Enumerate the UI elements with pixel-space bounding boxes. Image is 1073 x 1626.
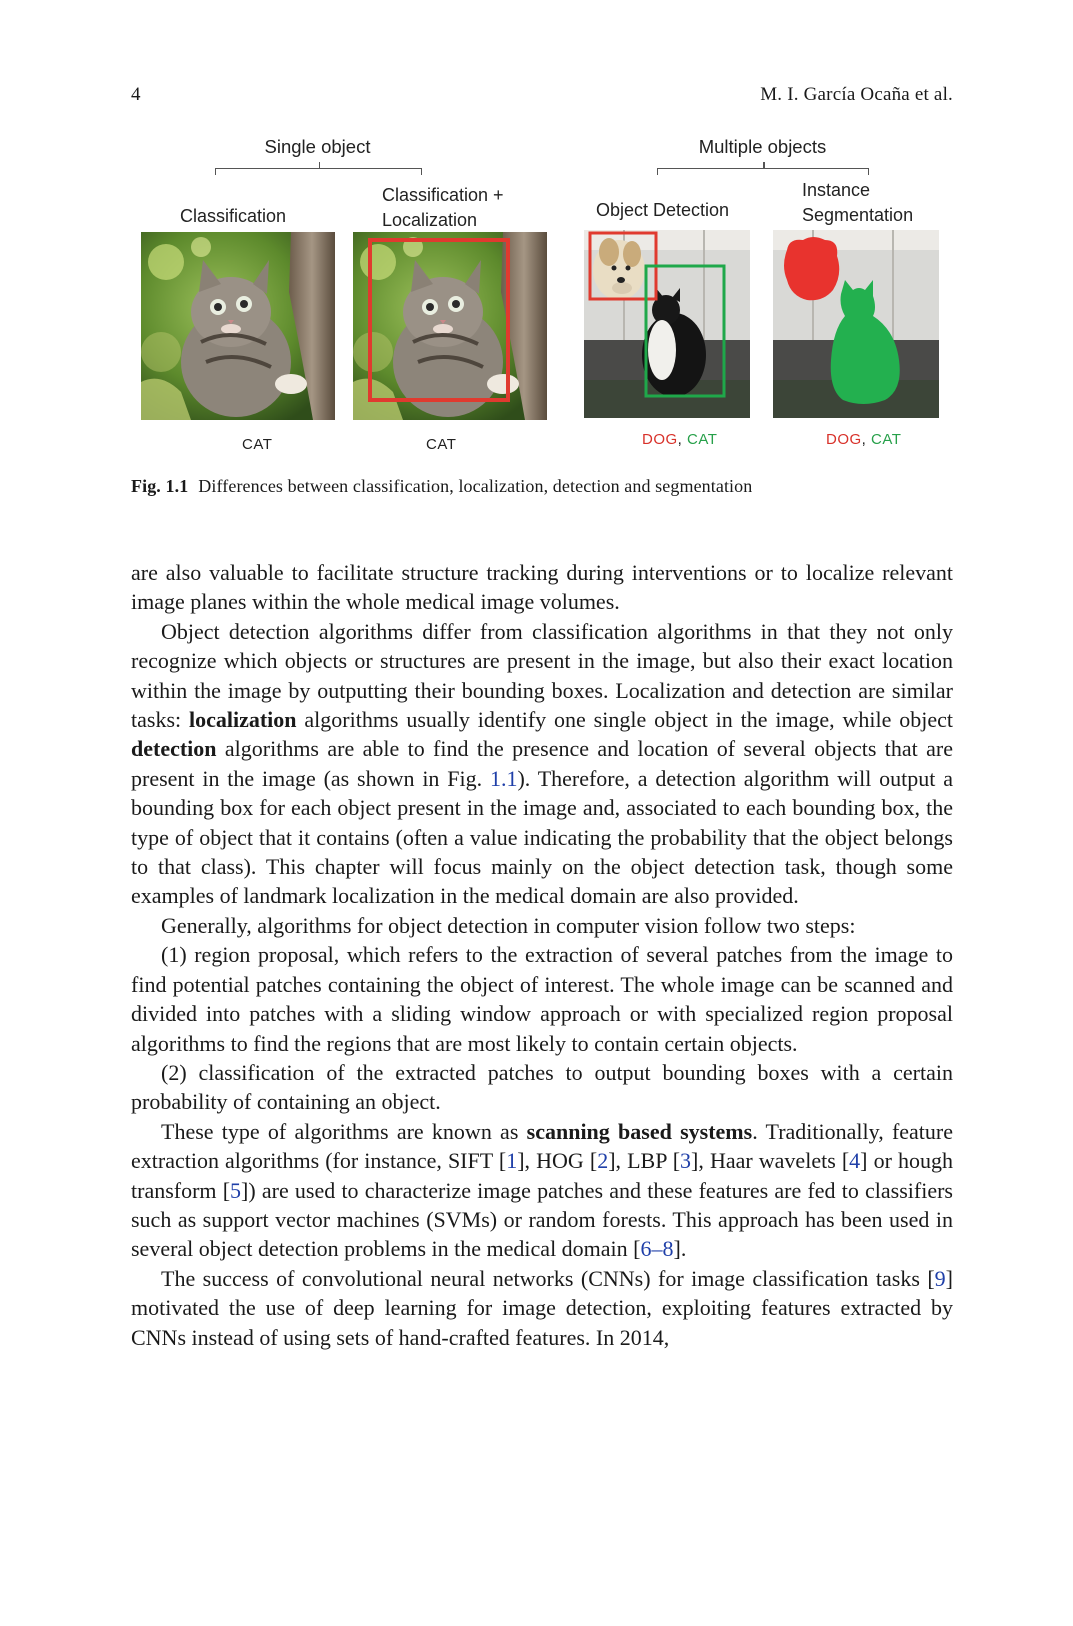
class-label-sep-2: ,: [861, 431, 872, 448]
ref-1[interactable]: 1: [506, 1148, 518, 1174]
cat-image-1: [141, 232, 335, 420]
group-label-single: Single object: [264, 136, 371, 157]
col-label-instance-line1: Instance: [802, 180, 871, 200]
class-label-dog-cat-2: [826, 431, 901, 448]
p6-text-a: These type of algorithms are known as: [161, 1118, 527, 1144]
figure-caption: [131, 476, 752, 497]
col-label-instance-line2: Segmentation: [802, 205, 914, 225]
paragraph-2: [131, 617, 953, 911]
col-label-detection: Object Detection: [596, 200, 730, 220]
col-label-classification: Classification: [180, 206, 287, 226]
p7-text-b: ] motivated the use of deep learning for image detection, exploiting features extracted by CNNs instead of using sets of hand-crafted features. In 2014,: [131, 1265, 953, 1350]
class-label-cat-4: CAT: [871, 431, 902, 448]
p2-bold-localization: localization: [188, 707, 297, 733]
class-label-cat-1: CAT: [242, 436, 273, 453]
ref-2[interactable]: 2: [597, 1148, 609, 1174]
class-label-dog-2: DOG: [826, 431, 862, 448]
p6-text-f: ], Haar wavelets [: [691, 1148, 850, 1174]
paragraph-7: [131, 1264, 953, 1352]
col-label-classloc-line2: Localization: [382, 210, 478, 230]
class-label-sep: ,: [677, 431, 688, 448]
panel-instance-image: [773, 230, 939, 418]
class-label-dog-cat-1: [642, 431, 717, 448]
running-head: M. I. García Ocaña et al.: [760, 84, 953, 105]
p6-text-d: ], HOG [: [517, 1148, 598, 1174]
col-label-classloc: [382, 183, 504, 233]
ref-9[interactable]: 9: [934, 1265, 946, 1291]
p6-text-e: ], LBP [: [608, 1148, 681, 1174]
p6-text-c: . Traditionally, feature extraction algorithms (for instance, SIFT [: [131, 1118, 953, 1174]
col-label-instance: [802, 178, 913, 228]
bracket-single: [215, 168, 422, 175]
dog-cat-image-2: [773, 230, 939, 418]
paragraph-1: are also valuable to facilitate structure tracking during interventions or to localize relevant image planes within the whole medical image volumes.: [131, 560, 953, 615]
group-label-multiple: Multiple objects: [698, 136, 827, 157]
bracket-multiple: [657, 168, 869, 175]
figure-caption-text: Differences between classification, localization, detection and segmentation: [198, 476, 753, 496]
panel-classification-image: [141, 232, 335, 420]
paragraph-3: Generally, algorithms for object detection in computer vision follow two steps:: [161, 912, 856, 938]
panel-classloc-image: [353, 232, 547, 420]
ref-fig-1-1[interactable]: 1.1: [489, 765, 518, 791]
dog-mask: [784, 237, 839, 300]
p6-text-h: ]) are used to characterize image patches and these features are fed to classifiers such as support vector machines (SVMs) or random forests. This approach has been used in several object detection problems in the medical domain [: [131, 1177, 953, 1262]
p6-bold-scanning: scanning based systems: [526, 1118, 753, 1144]
body-text: [131, 558, 953, 1352]
panel-detection-image: [584, 230, 750, 418]
p2-text-c: algorithms usually identify one single object in the image, while object: [296, 707, 953, 733]
p2-text-f: ). Therefore, a detection algorithm will output a bounding box for each object present in the image and, associated to each bounding box, the type of object that it contains (often a value indicating the probability that the object belongs to that class). This chapter will focus mainly on the object detection task, though some examples of landmark localization in the medical domain are also provided.: [131, 765, 953, 909]
ref-5[interactable]: 5: [230, 1177, 242, 1203]
p2-text-e: algorithms are able to find the presence and location of several objects that are present in the image (as shown in Fig.: [131, 736, 953, 791]
ref-3[interactable]: 3: [680, 1148, 692, 1174]
p7-text-a: The success of convolutional neural networks (CNNs) for image classification tasks [: [161, 1265, 935, 1291]
ref-6-8[interactable]: 6–8: [640, 1236, 674, 1262]
cat-image-2: [353, 232, 547, 420]
p2-bold-detection: detection: [131, 736, 217, 762]
ref-4[interactable]: 4: [849, 1148, 861, 1174]
paragraph-5: (2) classification of the extracted patches to output bounding boxes with a certain probability of containing an object.: [131, 1059, 953, 1115]
p6-text-g: ] or hough transform [: [131, 1148, 953, 1203]
class-label-cat-3: CAT: [687, 431, 718, 448]
figure-1-1: [0, 0, 1073, 500]
paragraph-4: (1) region proposal, which refers to the extraction of several patches from the image to find potential patches containing the object of interest. The whole image can be scanned and divided into patches with a sliding window approach or with specialized region proposal algorithms to find the regions that are most likely to contain certain objects.: [131, 942, 953, 1056]
page-number: 4: [131, 84, 141, 105]
paragraph-6: [131, 1117, 953, 1264]
class-label-dog: DOG: [642, 431, 678, 448]
p6-text-i: ].: [673, 1236, 687, 1262]
p2-text-a: Object detection algorithms differ from classification algorithms in that they not only recognize which objects or structures are present in the image, but also their exact location within the image by outputting their bounding boxes. Localization and detection are similar tasks:: [131, 618, 953, 733]
col-label-classloc-line1: Classification +: [382, 185, 504, 205]
figure-caption-label: Fig. 1.1: [131, 476, 189, 496]
class-label-cat-2: CAT: [426, 436, 457, 453]
dog-cat-image-1: [584, 230, 750, 418]
